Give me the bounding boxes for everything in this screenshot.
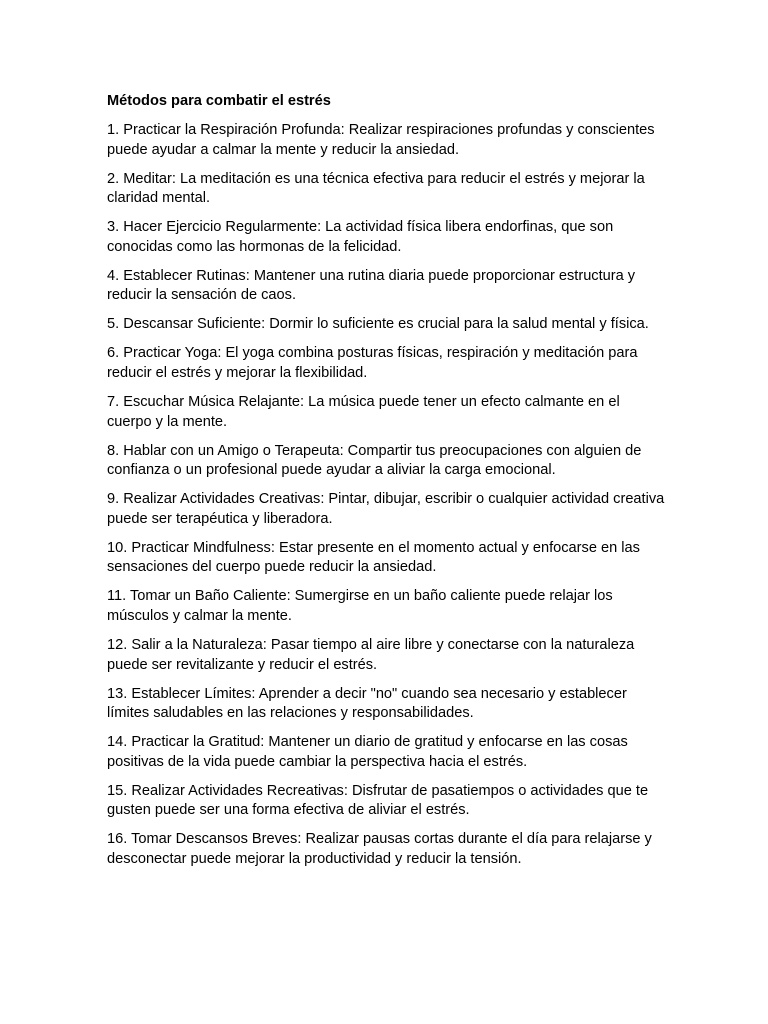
list-item: 8. Hablar con un Amigo o Terapeuta: Compartir tus preocupaciones con alguien de confianza o un profesional puede ayudar a aliviar la carga emocional.: [107, 442, 642, 479]
list-item: 13. Establecer Límites: Aprender a decir "no" cuando sea necesario y establecer límites saludables en las relaciones y responsabilidades.: [107, 685, 627, 722]
list-item: 7. Escuchar Música Relajante: La música puede tener un efecto calmante en el cuerpo y la mente.: [107, 394, 620, 430]
document-page: [107, 92, 667, 879]
list-item: 15. Realizar Actividades Recreativas: Disfrutar de pasatiempos o actividades que te gusten puede ser una forma efectiva de aliviar el estrés.: [107, 782, 649, 819]
list-item: 1. Practicar la Respiración Profunda: Realizar respiraciones profundas y conscientes puede ayudar a calmar la mente y reducir la ansiedad.: [107, 122, 655, 158]
document-title: Métodos para combatir el estrés: [107, 93, 331, 109]
list-item: 10. Practicar Mindfulness: Estar presente en el momento actual y enfocarse en las sensaciones del cuerpo puede reducir la ansiedad.: [107, 539, 640, 576]
list-item: 16. Tomar Descansos Breves: Realizar pausas cortas durante el día para relajarse y desconectar puede mejorar la productividad y reducir la tensión.: [107, 831, 652, 867]
list-item: 11. Tomar un Baño Caliente: Sumergirse en un baño caliente puede relajar los músculos y calmar la mente.: [107, 588, 613, 624]
methods-list: [107, 121, 667, 869]
list-item: 2. Meditar: La meditación es una técnica efectiva para reducir el estrés y mejorar la claridad mental.: [107, 170, 645, 207]
list-item: 5. Descansar Suficiente: Dormir lo suficiente es crucial para la salud mental y física.: [107, 316, 649, 333]
list-item: 3. Hacer Ejercicio Regularmente: La actividad física libera endorfinas, que son conocidas como las hormonas de la felicidad.: [107, 219, 614, 255]
list-item: 9. Realizar Actividades Creativas: Pintar, dibujar, escribir o cualquier actividad creativa puede ser terapéutica y liberadora.: [107, 491, 665, 527]
list-item: 12. Salir a la Naturaleza: Pasar tiempo al aire libre y conectarse con la naturaleza puede ser revitalizante y reducir el estrés.: [107, 637, 635, 673]
list-item: 4. Establecer Rutinas: Mantener una rutina diaria puede proporcionar estructura y reducir la sensación de caos.: [107, 267, 636, 304]
list-item: 14. Practicar la Gratitud: Mantener un diario de gratitud y enfocarse en las cosas positivas de la vida puede cambiar la perspectiva hacia el estrés.: [107, 734, 628, 770]
list-item: 6. Practicar Yoga: El yoga combina posturas físicas, respiración y meditación para reducir el estrés y mejorar la flexibilidad.: [107, 345, 638, 381]
